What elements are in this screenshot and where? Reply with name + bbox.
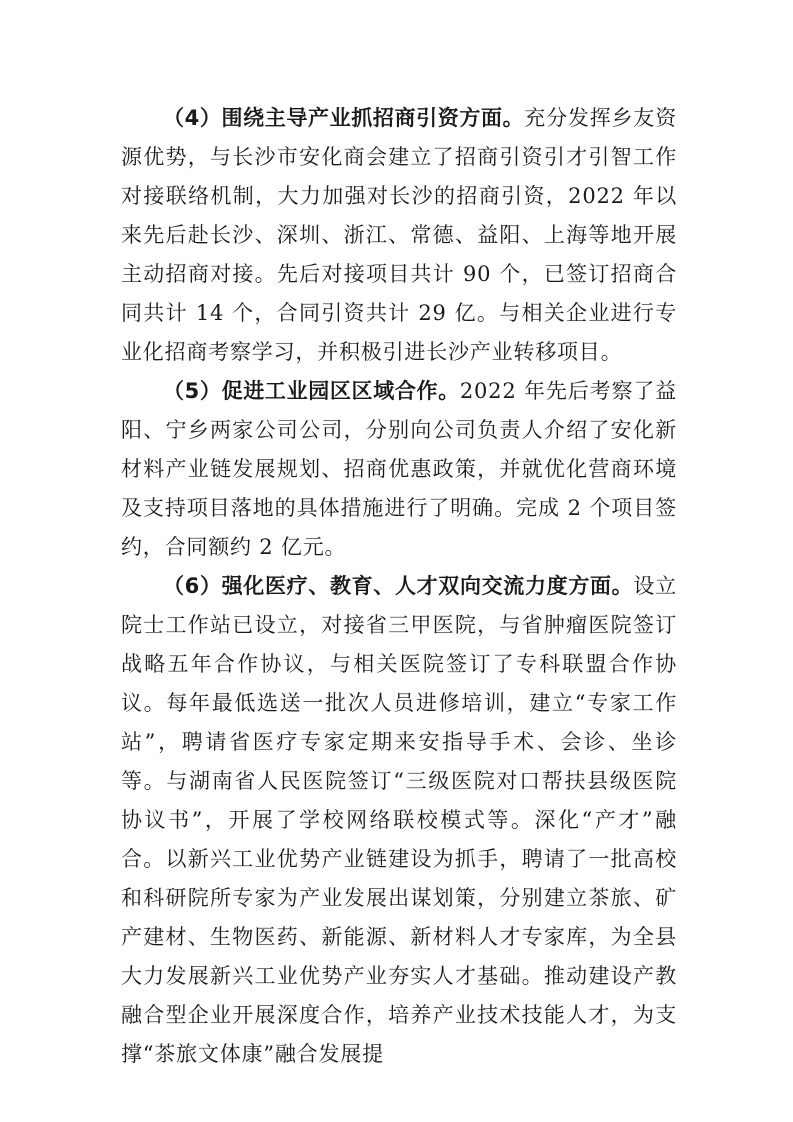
paragraph-heading: （4）围绕主导产业抓招商引资方面。 bbox=[163, 106, 525, 130]
paragraph-body: 2022 年先后考察了益阳、宁乡两家公司公司，分别向公司负责人介绍了安化新材料产业链发展规划、招商优惠政策，并就优化营商环境及支持项目落地的具体措施进行了明确。完成 2 个项目签约，合同额约 2 亿元。 bbox=[121, 379, 677, 559]
paragraph-body: 设立院士工作站已设立，对接省三甲医院，与省肿瘤医院签订战略五年合作协议，与相关医院签订了专科联盟合作协议。每年最低选送一批次人员进修培训，建立“专家工作站”，聘请省医疗专家定期来安指导手术、会诊、坐诊等。与湖南省人民医院签订“三级医院对口帮扶县级医院协议书”，开展了学校网络联校模式等。深化“产才”融合。以新兴工业优势产业链建设为抓手，聘请了一批高校和科研院所专家为产业发展出谋划策，分别建立茶旅、矿产建材、生物医药、新能源、新材料人才专家库，为全县大力发展新兴工业优势产业夯实人才基础。推动建设产教融合型企业开展深度合作，培养产业技术技能人才，为支撑“茶旅文体康”融合发展提 bbox=[121, 574, 677, 1066]
document-page bbox=[121, 99, 677, 1074]
paragraph-exchange bbox=[121, 567, 677, 1074]
paragraph-industrial-park bbox=[121, 372, 677, 567]
paragraph-heading: （6）强化医疗、教育、人才双向交流力度方面。 bbox=[163, 574, 634, 598]
paragraph-heading: （5）促进工业园区区域合作。 bbox=[163, 379, 460, 403]
paragraph-investment bbox=[121, 99, 677, 372]
paragraph-body: 充分发挥乡友资源优势，与长沙市安化商会建立了招商引资引才引智工作对接联络机制，大力加强对长沙的招商引资，2022 年以来先后赴长沙、深圳、浙江、常德、益阳、上海等地开展主动招商对接。先后对接项目共计 90 个，已签订招商合同共计 14 个，合同引资共计 29 亿。与相关企业进行专业化招商考察学习，并积极引进长沙产业转移项目。 bbox=[121, 106, 678, 364]
